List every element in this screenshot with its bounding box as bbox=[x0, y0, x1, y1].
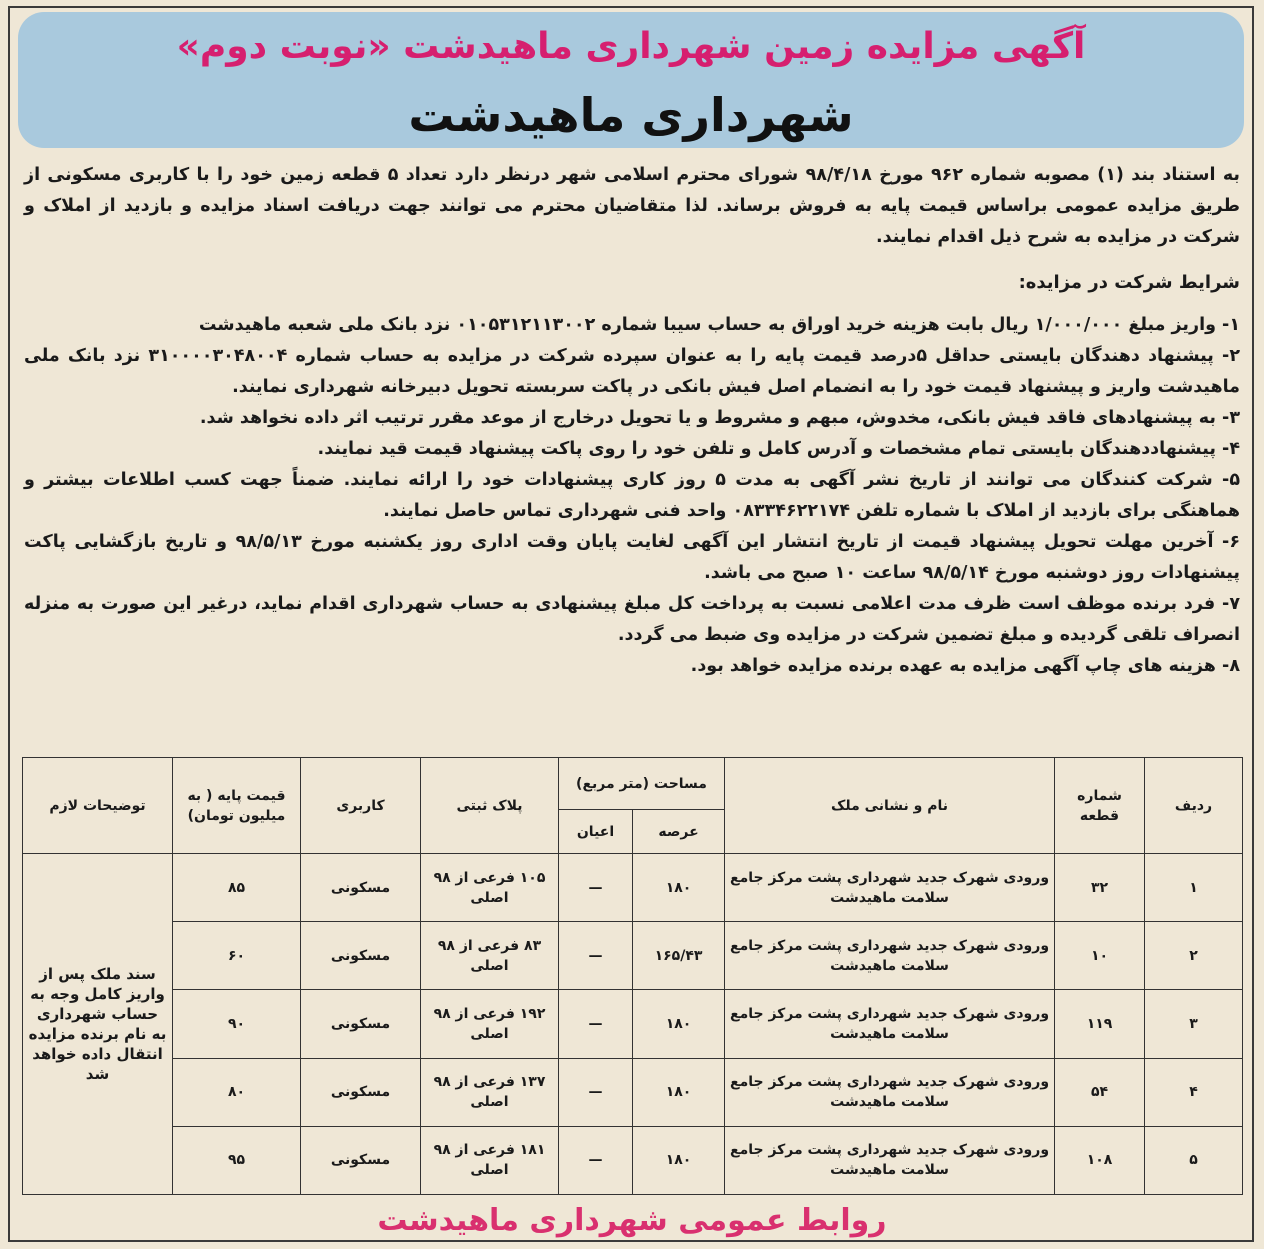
cell-address: ورودی شهرک جدید شهرداری پشت مرکز جامع سلامت ماهیدشت bbox=[725, 1058, 1055, 1126]
cell-plaque: ۱۸۱ فرعی از ۹۸ اصلی bbox=[421, 1126, 559, 1194]
header-area-land: عرصه bbox=[633, 810, 725, 854]
cell-plaque: ۸۳ فرعی از ۹۸ اصلی bbox=[421, 922, 559, 990]
cell-building: — bbox=[559, 1058, 633, 1126]
lots-table bbox=[22, 757, 1243, 1195]
header-usage: کاربری bbox=[301, 758, 421, 854]
cell-land: ۱۸۰ bbox=[633, 854, 725, 922]
cell-usage: مسکونی bbox=[301, 1126, 421, 1194]
header-notes: توضیحات لازم bbox=[23, 758, 173, 854]
cell-price: ۶۰ bbox=[173, 922, 301, 990]
condition-item: ۸- هزینه های چاپ آگهی مزایده به عهده برنده مزایده خواهد بود. bbox=[690, 656, 1240, 676]
table-row bbox=[23, 1058, 1243, 1126]
conditions-list bbox=[24, 310, 1240, 682]
cell-lot: ۳۲ bbox=[1055, 854, 1145, 922]
cell-building: — bbox=[559, 990, 633, 1058]
cell-plaque: ۱۹۲ فرعی از ۹۸ اصلی bbox=[421, 990, 559, 1058]
condition-item: ۵- شرکت کنندگان می توانند از تاریخ نشر آگهی به مدت ۵ روز کاری پیشنهادات خود را ارائه نمایند. ضمناً جهت کسب اطلاعات بیشتر و هماهنگی برای بازدید از املاک با شماره تلفن ۰۸۳۳۴۶۲۲۱۷۴ واحد فنی شهرداری تماس حاصل نمایند. bbox=[24, 470, 1240, 521]
cell-land: ۱۸۰ bbox=[633, 990, 725, 1058]
cell-building: — bbox=[559, 922, 633, 990]
cell-usage: مسکونی bbox=[301, 990, 421, 1058]
intro-paragraph: به استناد بند (۱) مصوبه شماره ۹۶۲ مورخ ۹۸/۴/۱۸ شورای محترم اسلامی شهر درنظر دارد تعداد ۵ قطعه زمین خود را با کاربری مسکونی از طریق مزایده عمومی براساس قیمت پایه به فروش برساند. لذا متقاضیان محترم می توانند جهت دریافت اسناد مزایده و بازدید از املاک و شرکت در مزایده به شرح ذیل اقدام نمایند. bbox=[24, 165, 1240, 247]
header-banner bbox=[18, 12, 1244, 148]
header-base-price: قیمت پایه ( به میلیون تومان) bbox=[173, 758, 301, 854]
cell-row: ۱ bbox=[1145, 854, 1243, 922]
cell-lot: ۱۰ bbox=[1055, 922, 1145, 990]
cell-usage: مسکونی bbox=[301, 854, 421, 922]
cell-building: — bbox=[559, 1126, 633, 1194]
header-area-building: اعیان bbox=[559, 810, 633, 854]
municipality-title: شهرداری ماهیدشت bbox=[408, 88, 854, 142]
table-row bbox=[23, 854, 1243, 922]
cell-land: ۱۸۰ bbox=[633, 1126, 725, 1194]
cell-usage: مسکونی bbox=[301, 1058, 421, 1126]
cell-address: ورودی شهرک جدید شهرداری پشت مرکز جامع سلامت ماهیدشت bbox=[725, 922, 1055, 990]
cell-lot: ۱۰۸ bbox=[1055, 1126, 1145, 1194]
cell-lot: ۱۱۹ bbox=[1055, 990, 1145, 1058]
cell-price: ۸۵ bbox=[173, 854, 301, 922]
cell-price: ۹۰ bbox=[173, 990, 301, 1058]
cell-plaque: ۱۳۷ فرعی از ۹۸ اصلی bbox=[421, 1058, 559, 1126]
condition-item: ۲- پیشنهاد دهندگان بایستی حداقل ۵درصد قیمت پایه را به عنوان سپرده شرکت در مزایده به حساب شماره ۳۱۰۰۰۰۳۰۴۸۰۰۴ نزد بانک ملی ماهیدشت واریز و پیشنهاد قیمت خود را به انضمام اصل فیش بانکی در پاکت سربسته تحویل دبیرخانه شهرداری نمایند. bbox=[24, 346, 1241, 397]
table-row bbox=[23, 990, 1243, 1058]
cell-row: ۳ bbox=[1145, 990, 1243, 1058]
cell-lot: ۵۴ bbox=[1055, 1058, 1145, 1126]
cell-price: ۹۵ bbox=[173, 1126, 301, 1194]
cell-land: ۱۸۰ bbox=[633, 1058, 725, 1126]
cell-usage: مسکونی bbox=[301, 922, 421, 990]
cell-address: ورودی شهرک جدید شهرداری پشت مرکز جامع سلامت ماهیدشت bbox=[725, 990, 1055, 1058]
conditions-title: شرایط شرکت در مزایده: bbox=[1018, 272, 1240, 293]
cell-row: ۲ bbox=[1145, 922, 1243, 990]
header-row: ردیف bbox=[1145, 758, 1243, 854]
cell-building: — bbox=[559, 854, 633, 922]
cell-notes: سند ملک پس از واریز کامل وجه به حساب شهرداری به نام برنده مزایده انتقال داده خواهد شد bbox=[23, 854, 173, 1195]
table-row bbox=[23, 1126, 1243, 1194]
header-plaque: پلاک ثبتی bbox=[421, 758, 559, 854]
cell-price: ۸۰ bbox=[173, 1058, 301, 1126]
cell-land: ۱۶۵/۴۳ bbox=[633, 922, 725, 990]
condition-item: ۳- به پیشنهادهای فاقد فیش بانکی، مخدوش، مبهم و مشروط و یا تحویل درخارج از موعد مقرر ترتیب اثر داده نخواهد شد. bbox=[199, 408, 1240, 428]
condition-item: ۱- واریز مبلغ ۱/۰۰۰/۰۰۰ ریال بابت هزینه خرید اوراق به حساب سیبا شماره ۰۱۰۵۳۱۲۱۱۳۰۰۲ نزد بانک ملی شعبه ماهیدشت bbox=[198, 315, 1240, 335]
cell-address: ورودی شهرک جدید شهرداری پشت مرکز جامع سلامت ماهیدشت bbox=[725, 854, 1055, 922]
condition-item: ۶- آخرین مهلت تحویل پیشنهاد قیمت از تاریخ انتشار این آگهی لغایت پایان وقت اداری روز یکشنبه مورخ ۹۸/۵/۱۳ و تاریخ بازگشایی پاکت پیشنهادات روز دوشنبه مورخ ۹۸/۵/۱۴ ساعت ۱۰ صبح می باشد. bbox=[24, 532, 1241, 583]
condition-item: ۷- فرد برنده موظف است ظرف مدت اعلامی نسبت به پرداخت کل مبلغ پیشنهادی به حساب شهرداری اقدام نماید، درغیر این صورت به منزله انصراف تلقی گردیده و مبلغ تضمین شرکت در مزایده وی ضبط می گردد. bbox=[24, 594, 1240, 645]
table-row bbox=[23, 922, 1243, 990]
cell-plaque: ۱۰۵ فرعی از ۹۸ اصلی bbox=[421, 854, 559, 922]
header-name-address: نام و نشانی ملک bbox=[725, 758, 1055, 854]
condition-item: ۴- پیشنهاددهندگان بایستی تمام مشخصات و آدرس کامل و تلفن خود را روی پاکت پیشنهاد قیمت قید نمایند. bbox=[317, 439, 1240, 459]
header-lot-number: شماره قطعه bbox=[1055, 758, 1145, 854]
header-area: مساحت (متر مربع) bbox=[559, 758, 725, 810]
footer-signature: روابط عمومی شهرداری ماهیدشت bbox=[377, 1203, 887, 1238]
cell-row: ۴ bbox=[1145, 1058, 1243, 1126]
notice-title: آگهی مزایده زمین شهرداری ماهیدشت «نوبت دوم» bbox=[176, 26, 1086, 67]
cell-row: ۵ bbox=[1145, 1126, 1243, 1194]
cell-address: ورودی شهرک جدید شهرداری پشت مرکز جامع سلامت ماهیدشت bbox=[725, 1126, 1055, 1194]
